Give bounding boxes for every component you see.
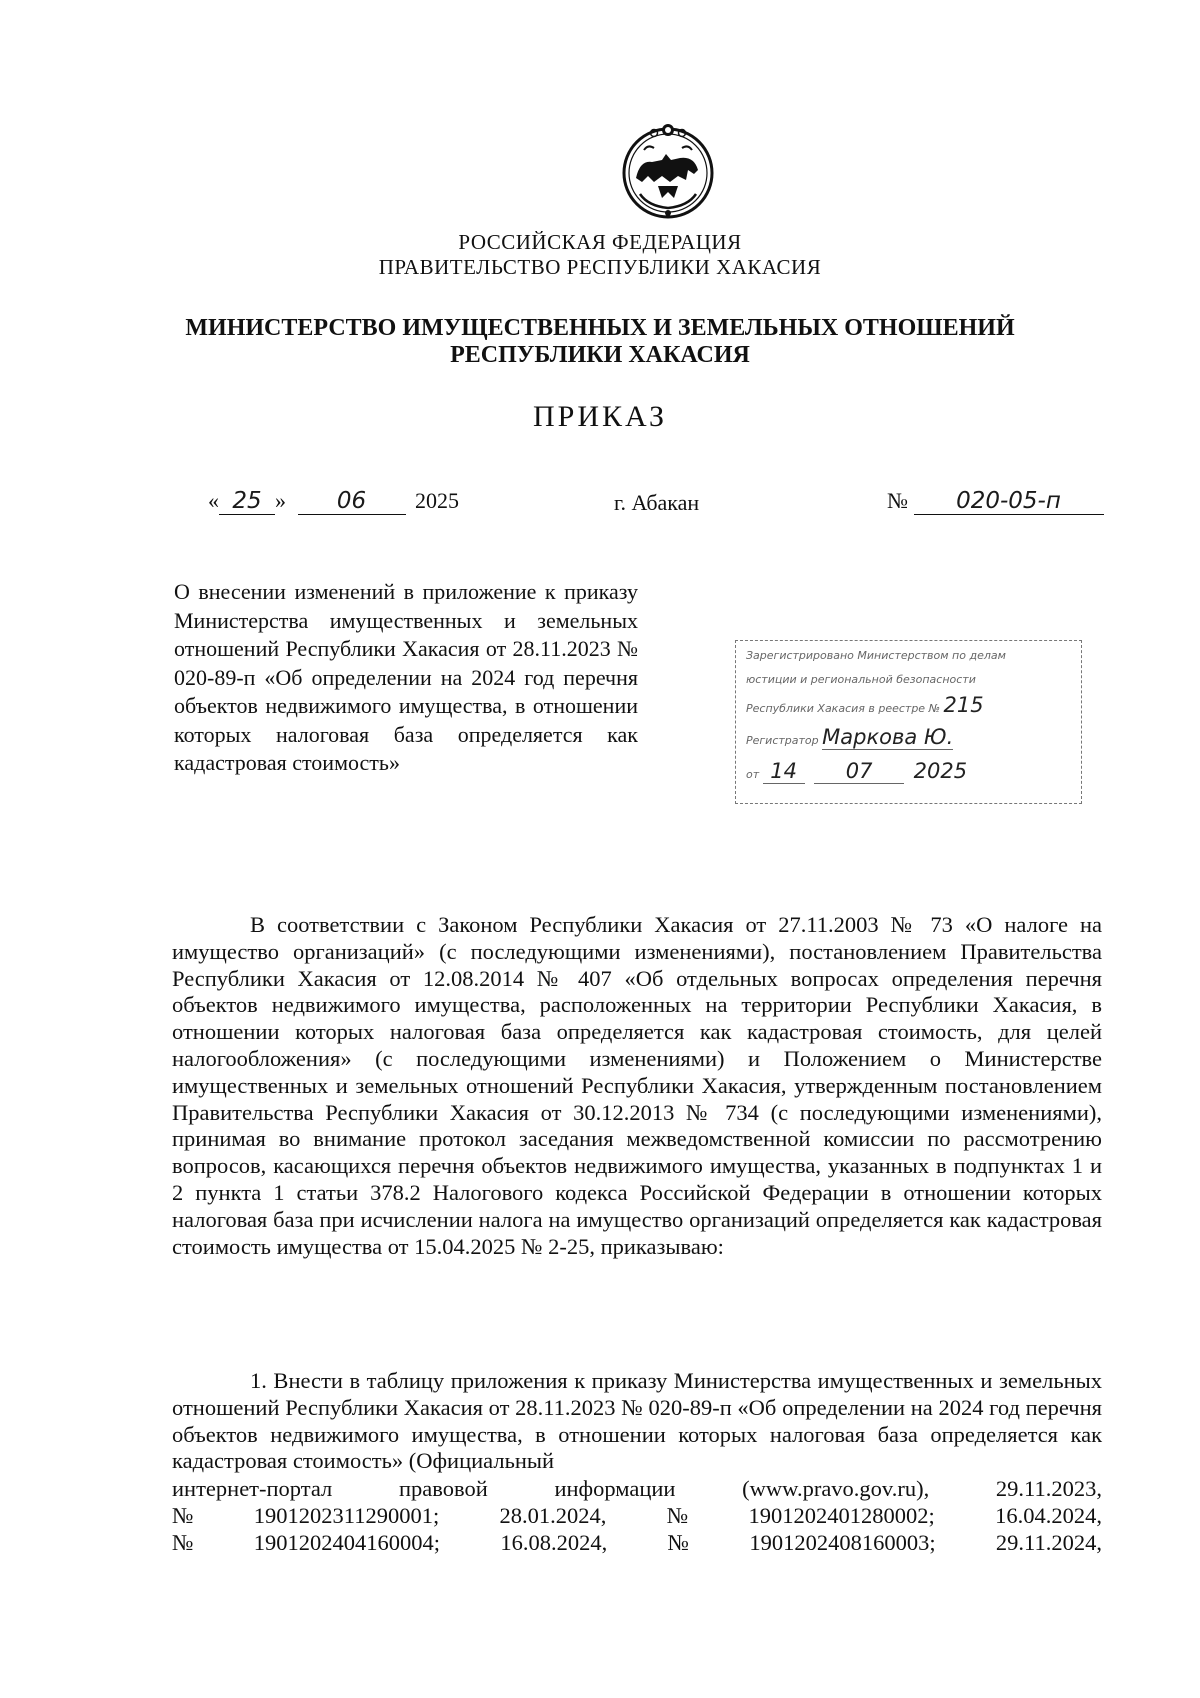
- order-city: г. Абакан: [614, 490, 700, 515]
- stamp-line-5: [746, 759, 967, 784]
- stamp-line-2: юстиции и региональной безопасности: [746, 673, 976, 686]
- registry-date: 16.04.2024,: [995, 1503, 1102, 1528]
- registry-number: 1901202404160004;: [253, 1530, 441, 1555]
- registry-sign: №: [172, 1530, 194, 1555]
- registry-row: [172, 1502, 1102, 1529]
- date-quote-open: «: [208, 488, 219, 513]
- order-date: [208, 488, 459, 515]
- registry-sign: №: [666, 1503, 689, 1528]
- order-day: 25: [219, 488, 275, 515]
- date-quote-close: »: [275, 488, 286, 513]
- stamp-registrar-signature: Маркова Ю.: [822, 725, 954, 749]
- registry-sign: №: [172, 1503, 194, 1528]
- stamp-line-1: Зарегистрировано Министерством по делам: [746, 649, 1006, 662]
- order-number: [887, 488, 1104, 515]
- coat-of-arms-emblem: [618, 120, 718, 220]
- stamp-registry-label: Республики Хакасия в реестре №: [746, 702, 941, 715]
- portal-date: 29.11.2023,: [995, 1476, 1102, 1501]
- stamp-month: 07: [814, 759, 904, 784]
- order-year: 2025: [415, 488, 459, 513]
- document-type-title: ПРИКАЗ: [533, 400, 667, 433]
- preamble-paragraph: В соответствии с Законом Республики Хакасия от 27.11.2003 № 73 «О налоге на имущество организаций» (с последующими изменениями), постановлением Правительства Республики Хакасия от 12.08.2014 № 407 «Об отдельных вопросах определения перечня объектов недвижимого имущества, расположенных на территории Республики Хакасия, в отношении которых налоговая база определяется как кадастровая стоимость, для целей налогообложения» (с последующими изменениями) и Положением о Министерстве имущественных и земельных отношений Республики Хакасия, утвержденным постановлением Правительства Республики Хакасия от 30.12.2013 № 734 (с последующими изменениями), принимая во внимание протокол заседания межведомственной комиссии по рассмотрению вопросов, касающихся перечня объектов недвижимого имущества, указанных в подпунктах 1 и 2 пункта 1 статьи 378.2 Налогового кодекса Российской Федерации в отношении которых налоговая база при исчислении налога на имущество организаций определяется как кадастровая стоимость имущества от 15.04.2025 № 2-25, приказываю:: [172, 912, 1102, 1259]
- portal-row: [172, 1475, 1102, 1502]
- order-month: 06: [298, 488, 406, 515]
- stamp-registrar-label: Регистратор: [746, 734, 819, 747]
- ministry-heading-line1: МИНИСТЕРСТВО ИМУЩЕСТВЕННЫХ И ЗЕМЕЛЬНЫХ ОТНОШЕНИЙ: [185, 315, 1015, 341]
- registry-number: 1901202408160003;: [749, 1530, 936, 1555]
- number-sign: №: [887, 488, 908, 513]
- portal-word-2: правовой: [398, 1476, 488, 1501]
- registry-date: 16.08.2024,: [500, 1530, 608, 1555]
- portal-word-3: информации: [554, 1476, 676, 1501]
- stamp-day: 14: [763, 759, 805, 784]
- registry-number: 1901202311290001;: [253, 1503, 440, 1528]
- federation-heading: РОССИЙСКАЯ ФЕДЕРАЦИЯ: [458, 230, 742, 254]
- portal-url: (www.pravo.gov.ru),: [742, 1476, 930, 1501]
- registration-stamp: [735, 640, 1082, 804]
- registry-row: [172, 1529, 1102, 1556]
- government-heading: ПРАВИТЕЛЬСТВО РЕСПУБЛИКИ ХАКАСИЯ: [378, 255, 822, 279]
- order-number-value: 020-05-п: [914, 488, 1104, 515]
- stamp-line-3: [746, 693, 984, 717]
- publication-registry-list: [172, 1475, 1102, 1556]
- registry-sign: №: [667, 1530, 690, 1555]
- ministry-heading-line2: РЕСПУБЛИКИ ХАКАСИЯ: [450, 342, 750, 368]
- registry-number: 1901202401280002;: [748, 1503, 935, 1528]
- registry-date: 29.11.2024,: [995, 1530, 1102, 1555]
- registry-date: 28.01.2024,: [499, 1503, 607, 1528]
- clause-1-paragraph: 1. Внести в таблицу приложения к приказу Министерства имущественных и земельных отношений Республики Хакасия от 28.11.2023 № 020-89-п «Об определении на 2024 год перечня объектов недвижимого имущества, в отношении которых налоговая база определяется как кадастровая стоимость» (Официальный: [172, 1368, 1102, 1474]
- portal-word-1: интернет-портал: [172, 1476, 333, 1501]
- stamp-line-4: [746, 725, 953, 749]
- order-subject: О внесении изменений в приложение к приказу Министерства имущественных и земельных отношений Республики Хакасия от 28.11.2023 № 020-89-п «Об определении на 2024 год перечня объектов недвижимого имущества, в отношении которых налоговая база определяется как кадастровая стоимость»: [174, 579, 638, 775]
- stamp-date-label: от: [746, 768, 760, 781]
- stamp-year: 2025: [913, 759, 968, 783]
- stamp-registry-number: 215: [943, 693, 984, 717]
